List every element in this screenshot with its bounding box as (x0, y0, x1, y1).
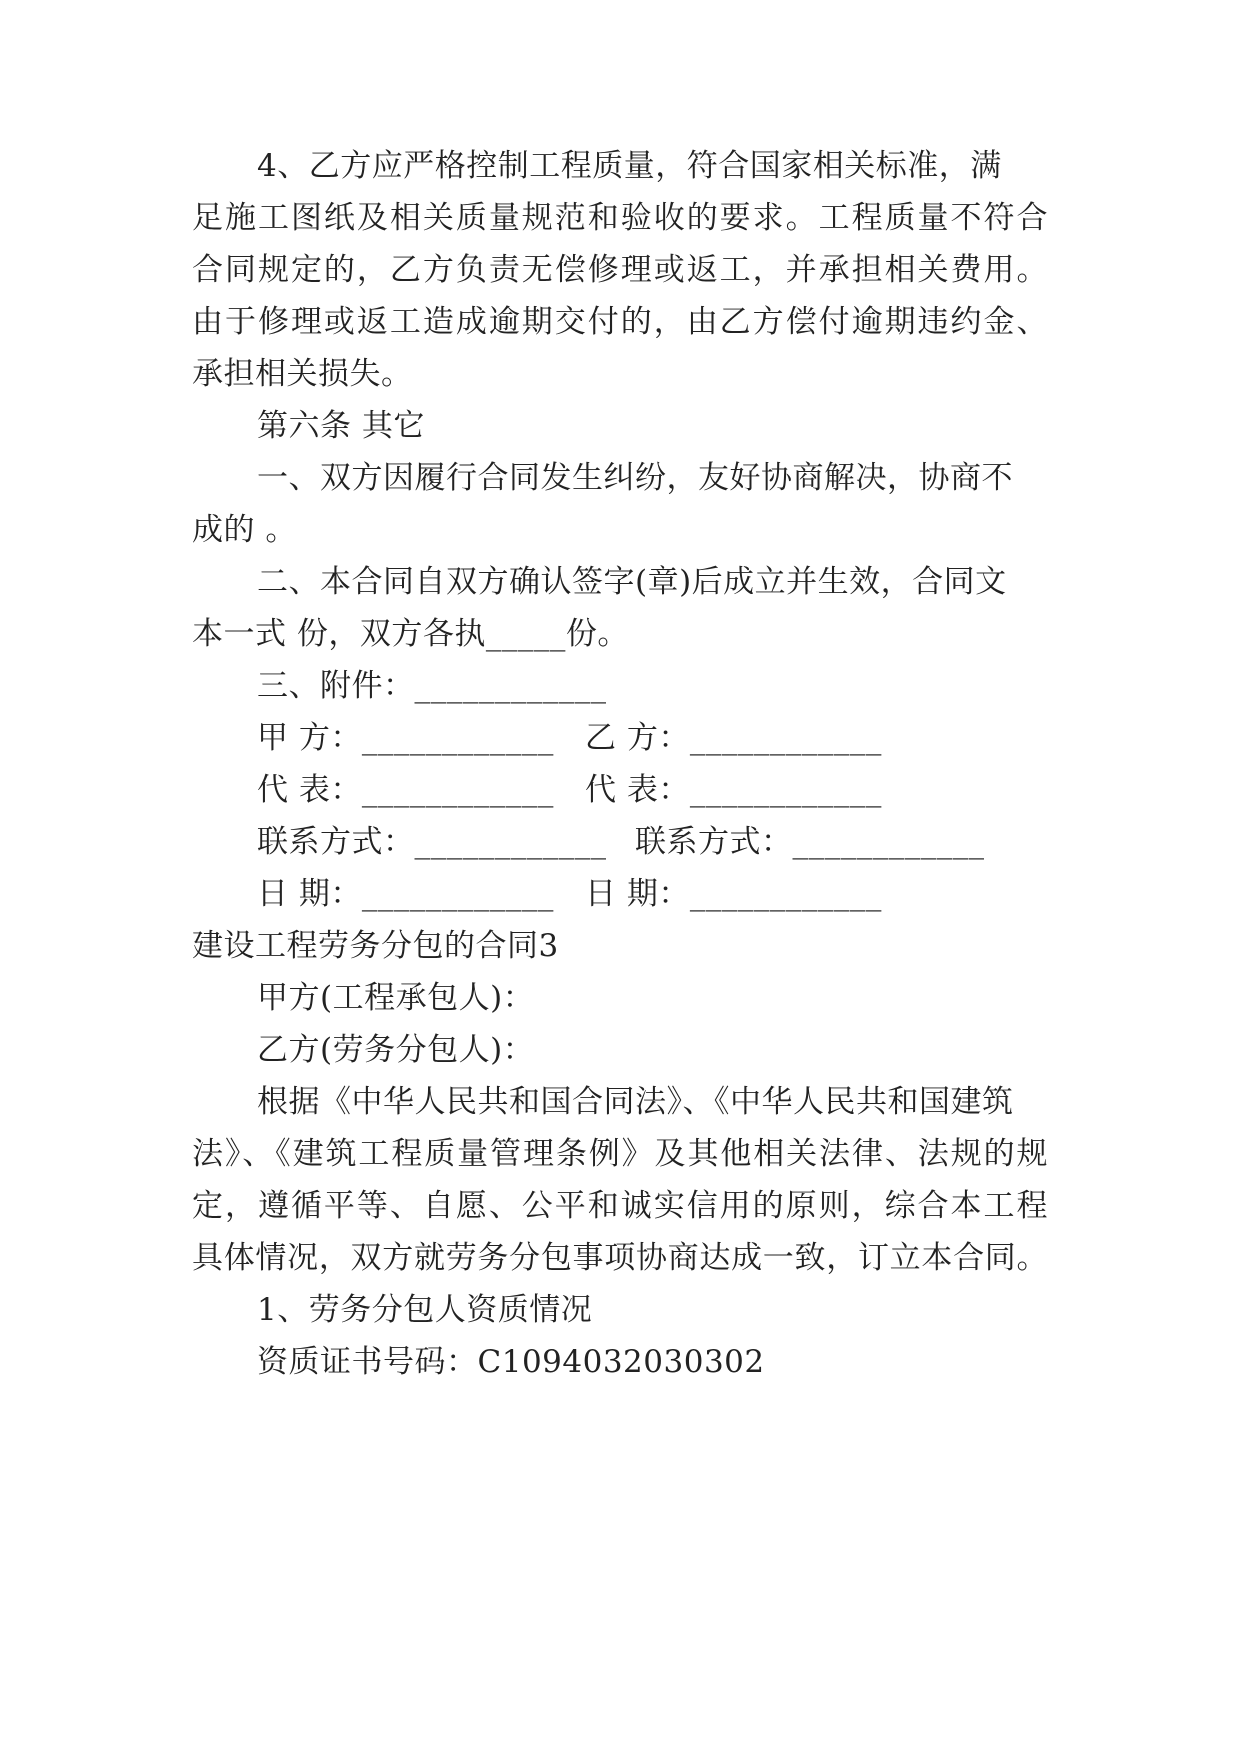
rep-b-field: 代 表：____________ (585, 772, 882, 808)
signature-row-party (257, 718, 882, 758)
signature-row-contact (257, 822, 985, 862)
paragraph-line: 成的 。 (192, 512, 297, 548)
paragraph-line: 定，遵循平等、自愿、公平和诚实信用的原则，综合本工程 (192, 1188, 1048, 1224)
date-b-field: 日 期：____________ (585, 876, 882, 912)
certificate-number: 资质证书号码：C1094032030302 (257, 1344, 765, 1380)
signature-row-date (257, 874, 882, 914)
section-heading: 第六条 其它 (257, 408, 425, 444)
rep-a-field: 代 表：____________ (257, 772, 554, 808)
paragraph-line: 本一式 份，双方各执_____份。 (192, 616, 629, 652)
party-a-line: 甲方(工程承包人)： (257, 980, 535, 1016)
paragraph-line: 合同规定的，乙方负责无偿修理或返工，并承担相关费用。 (192, 252, 1048, 288)
paragraph-line: 承担相关损失。 (192, 356, 413, 392)
paragraph-line: 足施工图纸及相关质量规范和验收的要求。工程质量不符合 (192, 200, 1048, 236)
contact-b-field: 联系方式：____________ (635, 824, 985, 860)
contact-a-field: 联系方式：____________ (257, 824, 607, 860)
party-a-field: 甲 方：____________ (257, 720, 554, 756)
attachment-line: 三、附件：____________ (257, 668, 607, 704)
paragraph-line: 根据《中华人民共和国合同法》、《中华人民共和国建筑 (257, 1084, 1014, 1120)
party-b-field: 乙 方：____________ (585, 720, 882, 756)
paragraph-line: 二、本合同自双方确认签字(章)后成立并生效，合同文 (257, 564, 1007, 600)
paragraph-line: 一、双方因履行合同发生纠纷，友好协商解决，协商不 (257, 460, 1013, 496)
paragraph-line: 由于修理或返工造成逾期交付的，由乙方偿付逾期违约金、 (192, 304, 1048, 340)
clause-heading: 1、劳务分包人资质情况 (257, 1292, 593, 1328)
signature-row-representative (257, 770, 882, 810)
date-a-field: 日 期：____________ (257, 876, 554, 912)
paragraph-line: 具体情况，双方就劳务分包事项协商达成一致，订立本合同。 (192, 1240, 1048, 1276)
document-title: 建设工程劳务分包的合同3 (192, 928, 559, 964)
paragraph-line: 法》、《建筑工程质量管理条例》及其他相关法律、法规的规 (192, 1136, 1048, 1172)
paragraph-line: 4、乙方应严格控制工程质量，符合国家相关标准，满 (257, 148, 1002, 184)
party-b-line: 乙方(劳务分包人)： (257, 1032, 535, 1068)
